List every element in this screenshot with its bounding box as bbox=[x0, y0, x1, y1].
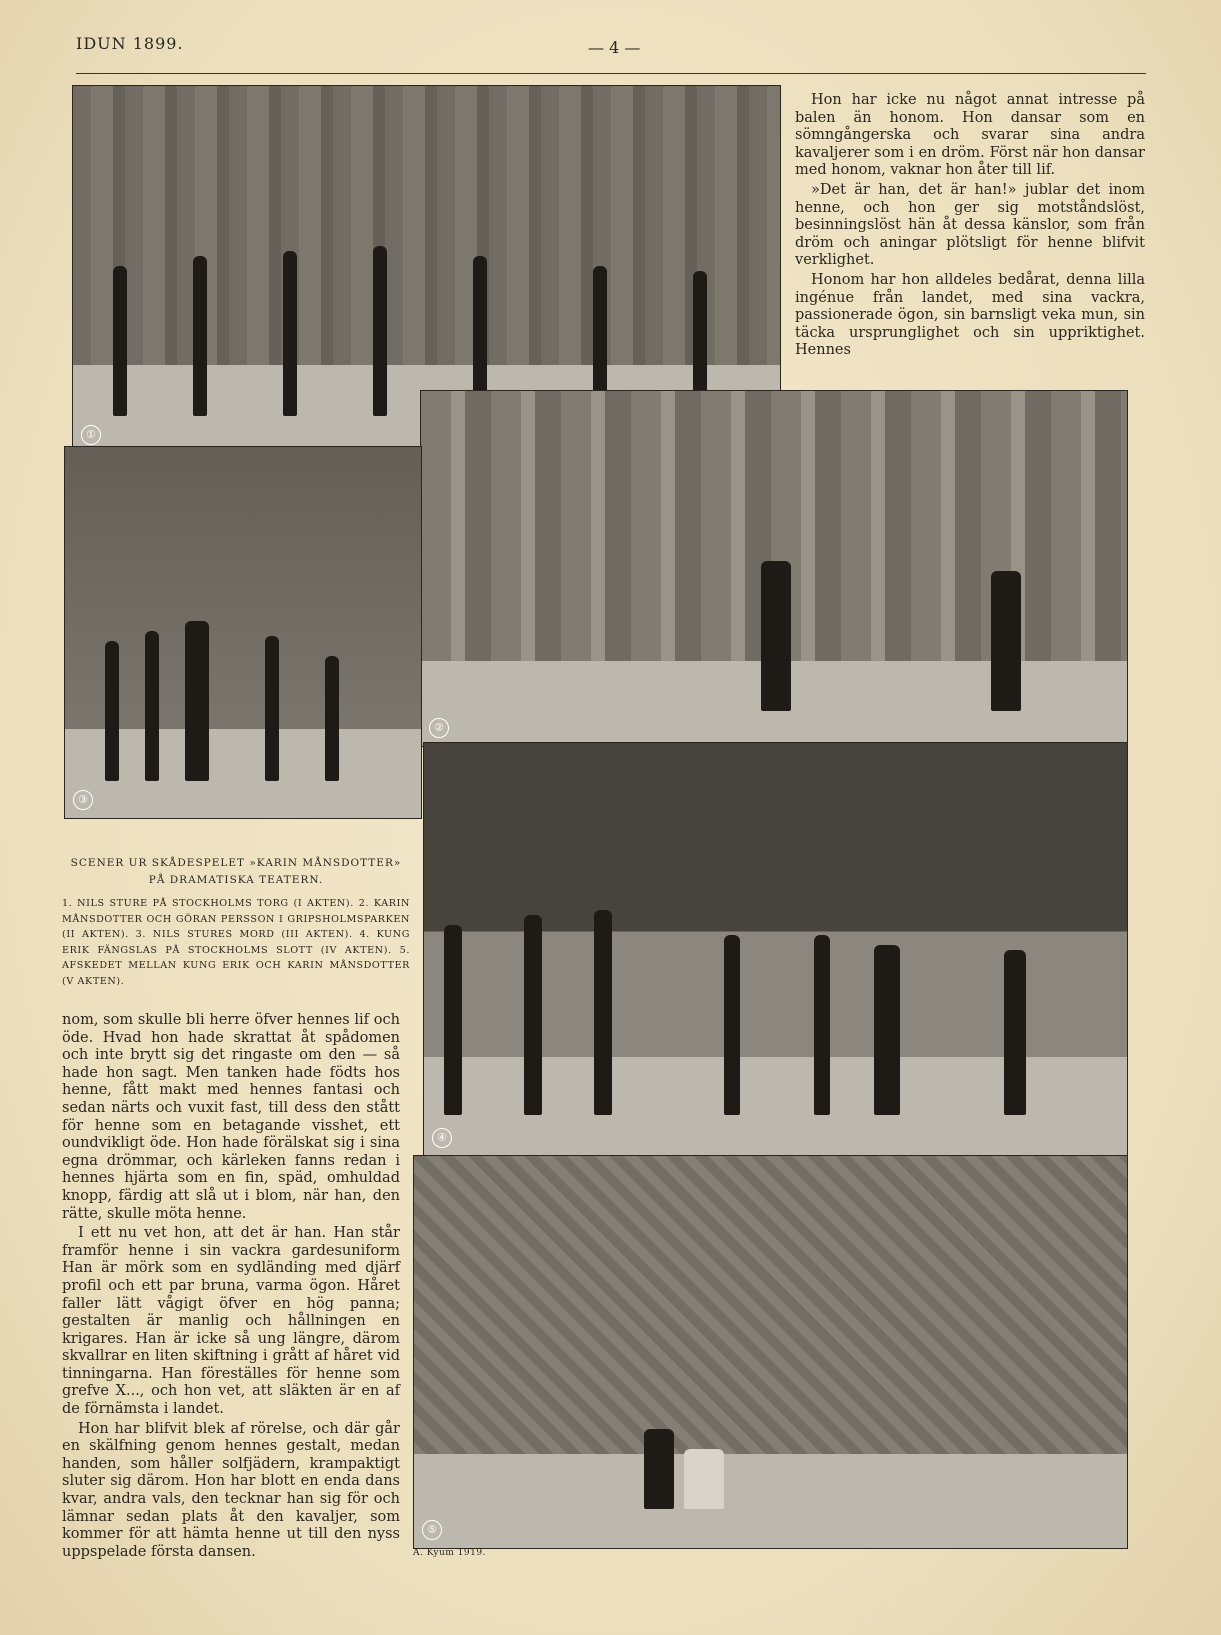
caption-items: 1. NILS STURE PÅ STOCKHOLMS TORG (I AKTEN). 2. KARIN MÅNSDOTTER OCH GÖRAN PERSSON I GRIPSHOLMSPARKEN (II AKTEN). 3. NILS STURES MORD (III AKTEN). 4. KUNG ERIK FÄNGSLAS PÅ STOCKHOLMS SLOTT (IV AKTEN). 5. AFSKEDET MELLAN KUNG ERIK OCH KARIN MÅNSDOTTER (V AKTEN). bbox=[62, 898, 410, 987]
paragraph: Honom har hon alldeles bedårat, denna lilla ingénue från landet, med sina vackra, passionerade ögon, sin barnsligt veka mun, sin täcka ursprunglighet och sin uppriktighet. Hennes bbox=[795, 271, 1145, 359]
paragraph: Hon har blifvit blek af rörelse, och där går en skälfning genom hennes gestalt, medan handen, som håller solfjädern, krampaktigt sluter sig därom. Hon har blott en enda dans kvar, andra vals, den tecknar han sig för och lämnar sedan plats åt den kavaljer, som kommer för att hämta henne ut till den nyss uppspelade första dansen. bbox=[62, 1420, 400, 1560]
right-column-text bbox=[795, 92, 1145, 362]
paragraph: nom, som skulle bli herre öfver hennes lif och öde. Hvad hon hade skrattat åt spådomen och inte brytt sig det ringaste om den — så hade hon sagt. Men tanken hade födts hos henne, fått makt med hennes fantasi och sedan närts och vuxit fast, till dess den stått för henne som en betagande visshet, ett oundvikligt öde. Hon hade förälskat sig i sina egna drömmar, och kärleken fanns redan i hennes hjärta som en fin, späd, omhuldad knopp, färdig att slå ut i blom, när han, den rätte, skulle möta henne. bbox=[62, 1012, 400, 1222]
photo-number: ⑤ bbox=[422, 1520, 442, 1540]
photo-scene-4 bbox=[423, 742, 1128, 1157]
photo-number: ③ bbox=[73, 790, 93, 810]
photo-number: ② bbox=[429, 718, 449, 738]
running-head: IDUN 1899. bbox=[76, 34, 184, 53]
photo-credit: A. Kyum 1919. bbox=[413, 1548, 486, 1558]
caption-title: SCENER UR SKÅDESPELET »KARIN MÅNSDOTTER» PÅ DRAMATISKA TEATERN. bbox=[70, 857, 402, 886]
photo-scene-5 bbox=[413, 1155, 1128, 1549]
photo-number: ④ bbox=[432, 1128, 452, 1148]
paragraph: Hon har icke nu något annat intresse på balen än honom. Hon dansar som en sömngångerska och svarar sina andra kavaljerer som i en dröm. Först när hon dansar med honom, vaknar hon åter till lif. bbox=[795, 92, 1145, 179]
page-number: — 4 — bbox=[588, 38, 641, 57]
paragraph: »Det är han, det är han!» jublar det inom henne, och hon ger sig motståndslöst, besinningslöst hän åt dessa känslor, som från dröm och aningar plötsligt för henne blifvit verklighet. bbox=[795, 181, 1145, 269]
paragraph: I ett nu vet hon, att det är han. Han står framför henne i sin vackra gardesuniform Han är mörk som en sydländing med djärf profil och ett par bruna, varma ögon. Håret faller lätt vågigt öfver en hög panna; gestalten är manlig och hållningen en krigares. Han är icke så ung längre, därom skvallrar en liten skiftning i grått af håret vid tinningarna. Han föreställes för henne som grefve X..., och hon vet, att släkten är en af de förnämsta i landet. bbox=[62, 1225, 400, 1418]
photo-number: ① bbox=[81, 425, 101, 445]
photo-scene-3 bbox=[64, 446, 422, 819]
left-column-text bbox=[62, 1012, 400, 1563]
photo-scene-2 bbox=[420, 390, 1128, 747]
header-rule bbox=[76, 73, 1146, 74]
photo-caption bbox=[62, 855, 410, 989]
